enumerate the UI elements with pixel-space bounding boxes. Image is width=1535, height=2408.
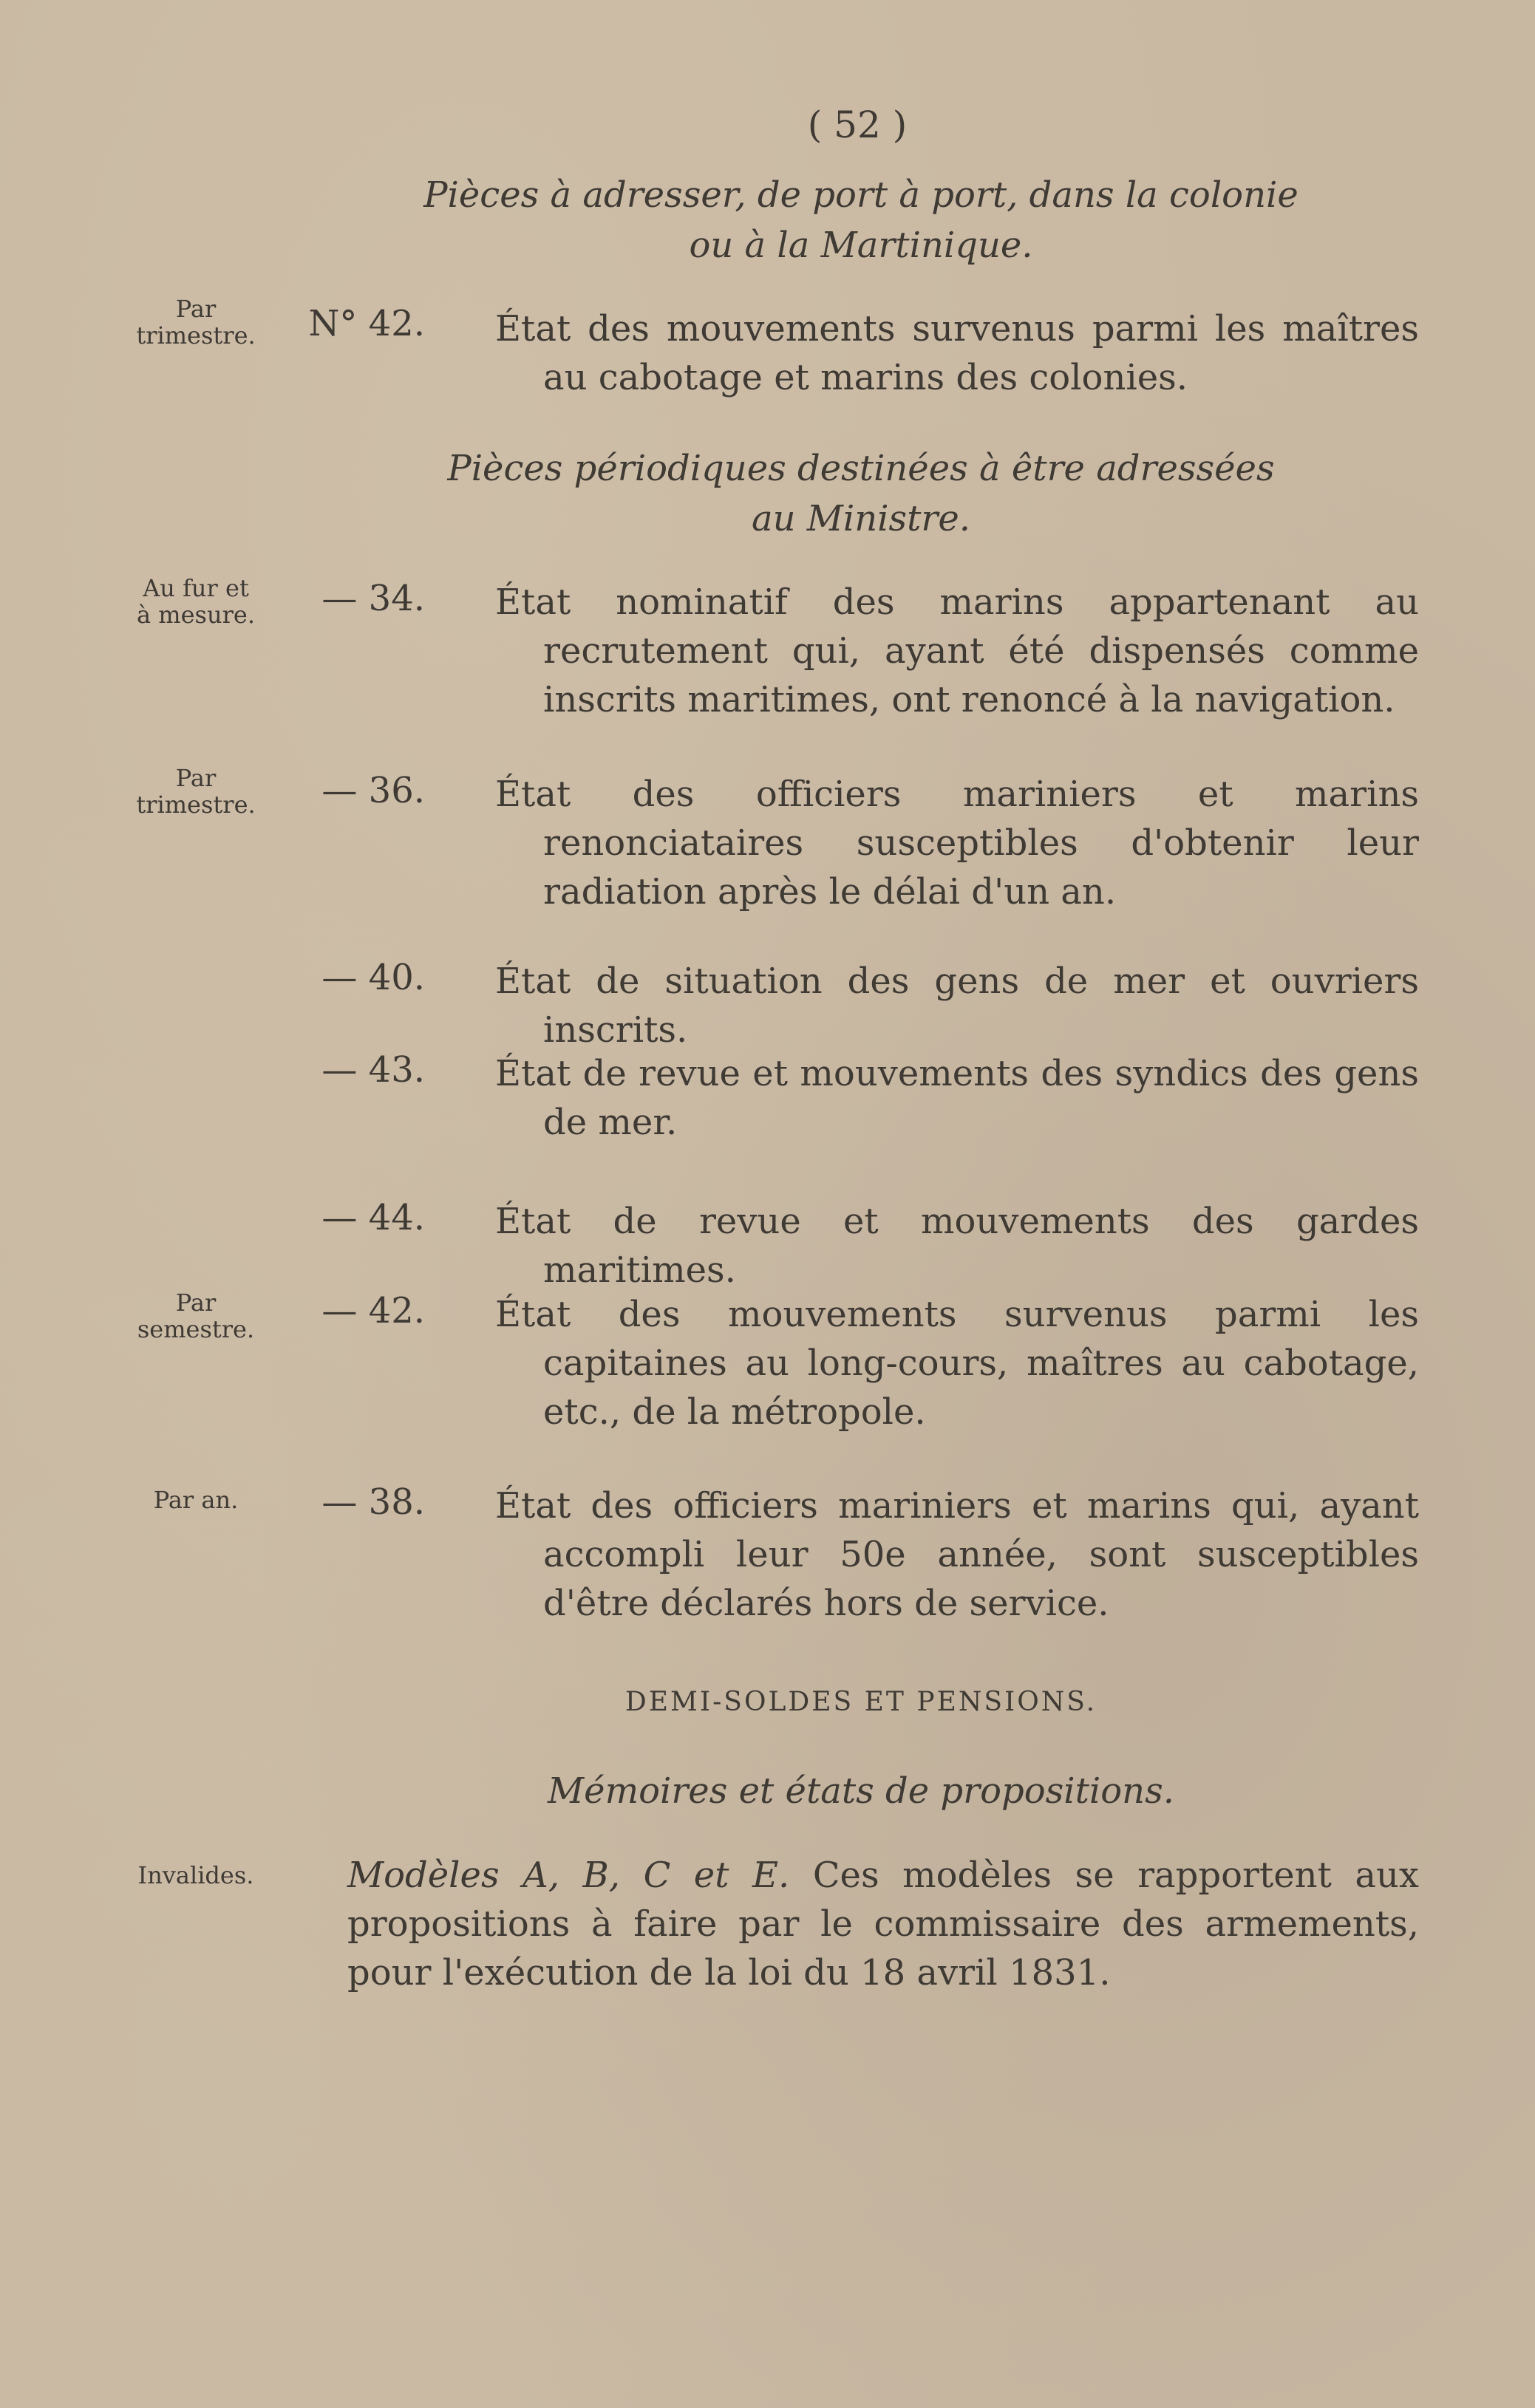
entry-text-body: État des officiers mariniers et marins renonciataires susceptibles d'obtenir leur radiation après le délai d'un an.	[495, 774, 1419, 913]
entry-text	[495, 578, 1419, 724]
entry-text	[495, 1290, 1419, 1436]
section1-heading-line1: Pièces à adresser, de port à port, dans la colonie	[423, 174, 1299, 216]
entry-text-body: État nominatif des marins appartenant au recrutement qui, ayant été dispensés comme inscrits maritimes, ont renoncé à la navigation.	[495, 581, 1419, 720]
entry-text	[495, 1481, 1419, 1628]
entry-text	[495, 1049, 1419, 1147]
entry-number: — 43.	[321, 1049, 425, 1091]
margin-note: Par trimestre.	[136, 764, 256, 819]
margin-note: Par semestre.	[137, 1289, 255, 1343]
entry-number: — 36.	[321, 770, 425, 811]
section2-heading	[399, 443, 1323, 544]
margin-note: Par trimestre.	[136, 295, 256, 349]
entry-text-body: État des officiers mariniers et marins qui, ayant accompli leur 50e année, sont susceptibles d'être déclarés hors de service.	[495, 1485, 1419, 1624]
entry-number: — 40.	[321, 957, 425, 998]
entry-text-body: État de situation des gens de mer et ouvriers inscrits.	[495, 961, 1419, 1051]
margin-note: Par an.	[153, 1486, 239, 1514]
entry-text	[495, 1197, 1419, 1295]
section1-heading	[355, 170, 1367, 270]
section1-heading-line2: ou à la Martinique.	[689, 225, 1033, 266]
models-text: Ces modèles se rapportent aux propositions à faire par le commissaire des armements, pour l'exécution de la loi du 18 avril 1831.	[347, 1855, 1419, 1993]
entry-number: N° 42.	[308, 303, 425, 344]
entry-text-body: État des mouvements survenus parmi les maîtres au cabotage et marins des colonies.	[495, 308, 1419, 398]
entry-text-body: État des mouvements survenus parmi les capitaines au long-cours, maîtres au cabotage, etc., de la métropole.	[495, 1294, 1419, 1433]
entry-number: — 38.	[321, 1481, 425, 1523]
models-label: Modèles A, B, C et E.	[347, 1855, 790, 1896]
entry-text-body: État de revue et mouvements des gardes maritimes.	[495, 1201, 1419, 1291]
section3-title: DEMI-SOLDES ET PENSIONS.	[624, 1687, 1097, 1717]
models-paragraph	[347, 1851, 1419, 1997]
margin-note: Au fur et à mesure.	[137, 574, 255, 629]
entry-text-body: État de revue et mouvements des syndics des gens de mer.	[495, 1053, 1419, 1143]
entry-text	[495, 770, 1419, 916]
entry-number: — 34.	[321, 578, 425, 619]
section2-heading-line1: Pièces périodiques destinées à être adressées	[447, 448, 1275, 489]
entry-text	[495, 304, 1419, 402]
entry-number: — 42.	[321, 1290, 425, 1331]
section2-heading-line2: au Ministre.	[751, 498, 971, 539]
page-number: ( 52 )	[807, 103, 908, 146]
section3-heading: Mémoires et états de propositions.	[548, 1770, 1174, 1812]
entry-text	[495, 957, 1419, 1054]
entry-number: — 44.	[321, 1197, 425, 1238]
margin-note: Invalides.	[137, 1861, 254, 1889]
